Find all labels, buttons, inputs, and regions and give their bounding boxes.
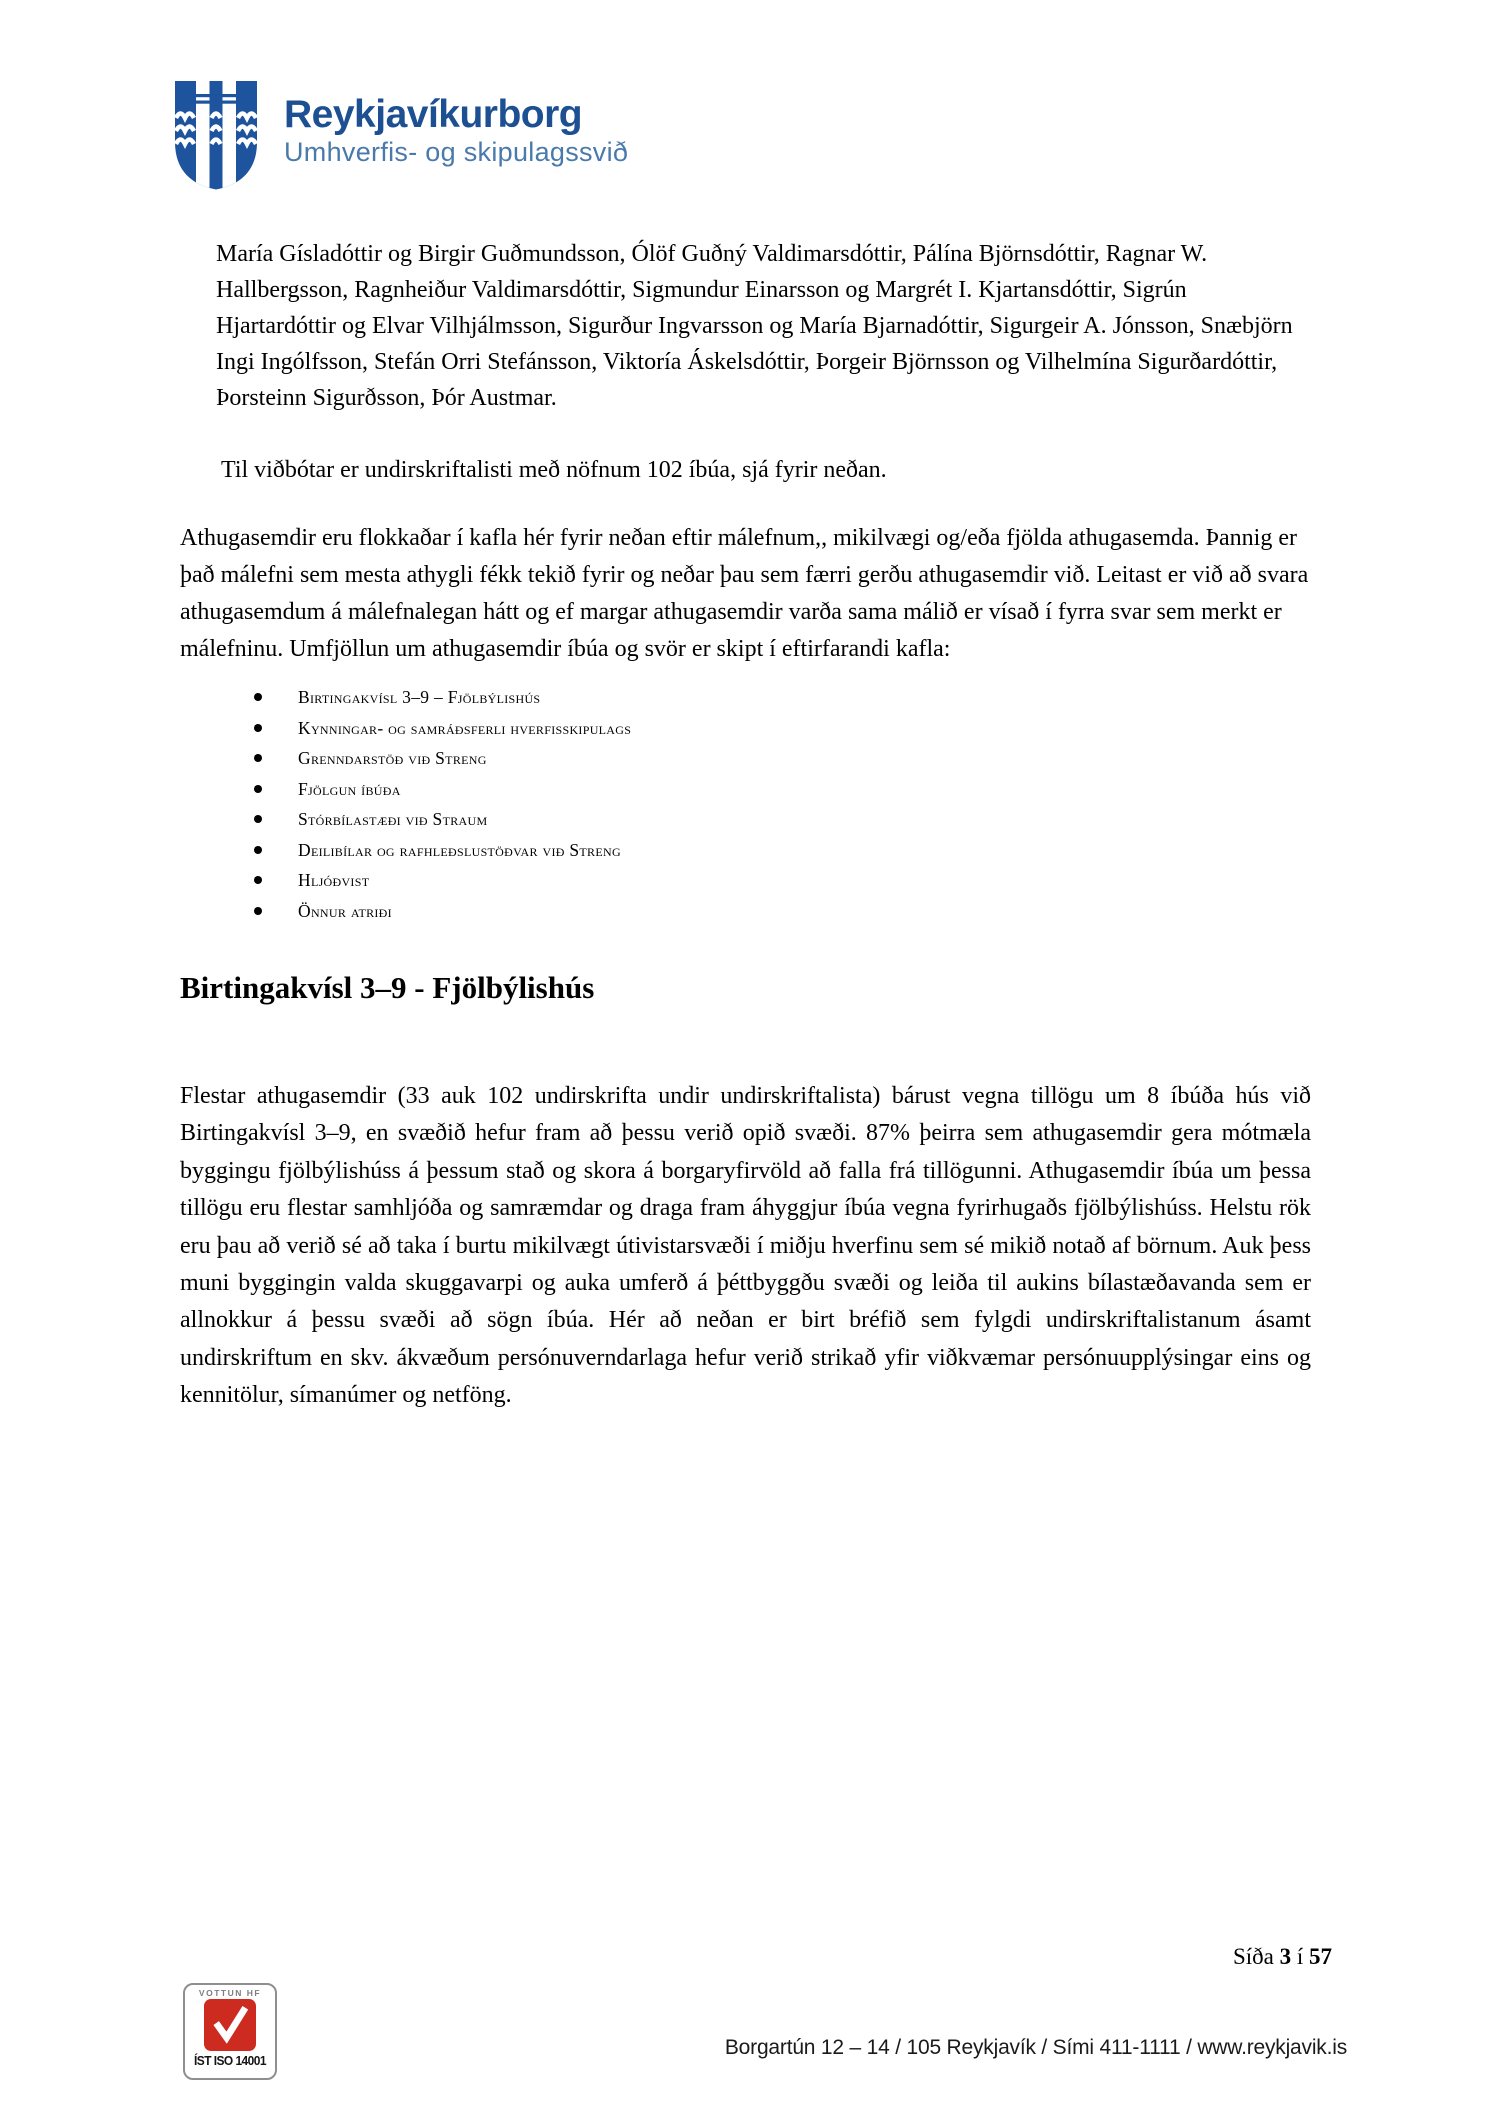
reykjavik-logo [172, 78, 628, 192]
topic-item [252, 837, 631, 868]
topics-list [252, 684, 631, 928]
topic-label: Kynningar- og samráðsferli hverfisskipulags [298, 717, 632, 738]
reykjavik-coat-of-arms-icon [172, 78, 260, 192]
footer-address: Borgartún 12 – 14 / 105 Reykjavík / Sími 411-1111 / www.reykjavik.is [724, 2036, 1347, 2059]
bullet-dot-icon [254, 846, 262, 854]
topic-label: Deilibílar og rafhleðslustöðvar við Streng [298, 839, 621, 860]
logo-subtitle: Umhverfis- og skipulagssvið [284, 137, 629, 167]
bullet-dot-icon [254, 754, 262, 762]
topic-label: Önnur atriði [298, 900, 392, 921]
topic-label: Stórbílastæði við Straum [298, 809, 488, 829]
topic-label: Fjölgun íbúða [298, 778, 401, 799]
bullet-dot-icon [254, 907, 262, 915]
section-paragraph: Flestar athugasemdir (33 auk 102 undirskrifta undir undirskriftalista) bárust vegna tillögu um 8 íbúða hús við Birtingakvísl 3–9, en svæðið hefur fram að þessu verið opið svæði. 87% þeirra sem athugasemdir gera mótmæla byggingu fjölbýlishúss á þessum stað og skora á borgaryfirvöld að falla frá tillögunni. Athugasemdir íbúa um þessa tillögu eru flestar samhljóða og samræmdar og draga fram áhyggjur íbúa vegna fyrirhugaðs fjölbýlishúss. Helstu rök eru þau að verið sé að taka í burtu mikilvægt útivistarsvæði í miðju hverfinu sem sé mikið notað af börnum. Auk þess muni byggingin valda skuggavarpi og auka umferð á þéttbyggðu svæði og leiða til aukins bílastæðavanda sem er allnokkur á þessu svæði að sögn íbúa. Hér að neðan er birt bréfið sem fylgdi undirskriftalistanum ásamt undirskriftum en skv. ákvæðum persónuverndarlaga hefur verið strikað yfir viðkvæmar persónuupplýsingar eins og kennitölur, símanúmer og netföng. [180, 1083, 1311, 1409]
bullet-dot-icon [254, 815, 262, 823]
iso-badge-bottom-label: ÍST ISO 14001 [194, 2053, 266, 2068]
topic-item [252, 806, 631, 837]
page-number-current: 3 [1279, 1944, 1292, 1969]
addendum-line: Til viðbótar er undirskriftalisti með nöfnum 102 íbúa, sjá fyrir neðan. [221, 457, 887, 483]
logo-title: Reykjavíkurborg [284, 93, 583, 136]
page-number-separator: í [1296, 1944, 1304, 1969]
iso-14001-badge [183, 1983, 277, 2080]
section-heading: Birtingakvísl 3–9 - Fjölbýlishús [180, 970, 595, 1005]
topic-item [252, 776, 631, 807]
page-number-prefix: Síða [1232, 1944, 1274, 1969]
bullet-dot-icon [254, 785, 262, 793]
names-paragraph: María Gísladóttir og Birgir Guðmundsson, Ólöf Guðný Valdimarsdóttir, Pálína Björnsdóttir, Ragnar W. Hallbergsson, Ragnheiður Valdimarsdóttir, Sigmundur Einarsson og Margrét I. Kjartansdóttir, Sigrún Hjartardóttir og Elvar Vilhjálmsson, Sigurður Ingvarsson og María Bjarnadóttir, Sigurgeir A. Jónsson, Snæbjörn Ingi Ingólfsson, Stefán Orri Stefánsson, Viktoría Áskelsdóttir, Þorgeir Björnsson og Vilhelmína Sigurðardóttir, Þorsteinn Sigurðsson, Þór Austmar. [216, 241, 1293, 411]
topic-item [252, 867, 631, 898]
iso-badge-top-label: VOTTUN HF [198, 1988, 262, 1998]
logo-text [284, 78, 628, 169]
topic-label: Grenndarstöð við Streng [298, 748, 487, 768]
topic-item [252, 745, 631, 776]
topic-item [252, 684, 631, 715]
intro-paragraph: Athugasemdir eru flokkaðar í kafla hér fyrir neðan eftir málefnum,, mikilvægi og/eða fjölda athugasemda. Þannig er það málefni sem mesta athygli fékk tekið fyrir og neðar þau sem færri gerðu athugasemdir við. Leitast er við að svara athugasemdum á málefnalegan hátt og ef margar athugasemdir varða sama málið er vísað í fyrra svar sem merkt er málefninu. Umfjöllun um athugasemdir íbúa og svör er skipt í eftirfarandi kafla: [180, 525, 1309, 662]
page-number-total: 57 [1309, 1944, 1332, 1969]
topic-label: Hljóðvist [298, 870, 370, 890]
bullet-dot-icon [254, 724, 262, 732]
topic-label: Birtingakvísl 3–9 – Fjölbýlishús [298, 687, 541, 707]
bullet-dot-icon [254, 876, 262, 884]
topic-item [252, 898, 631, 929]
bullet-dot-icon [254, 693, 262, 701]
topic-item [252, 715, 631, 746]
page-number [180, 1944, 1332, 1970]
